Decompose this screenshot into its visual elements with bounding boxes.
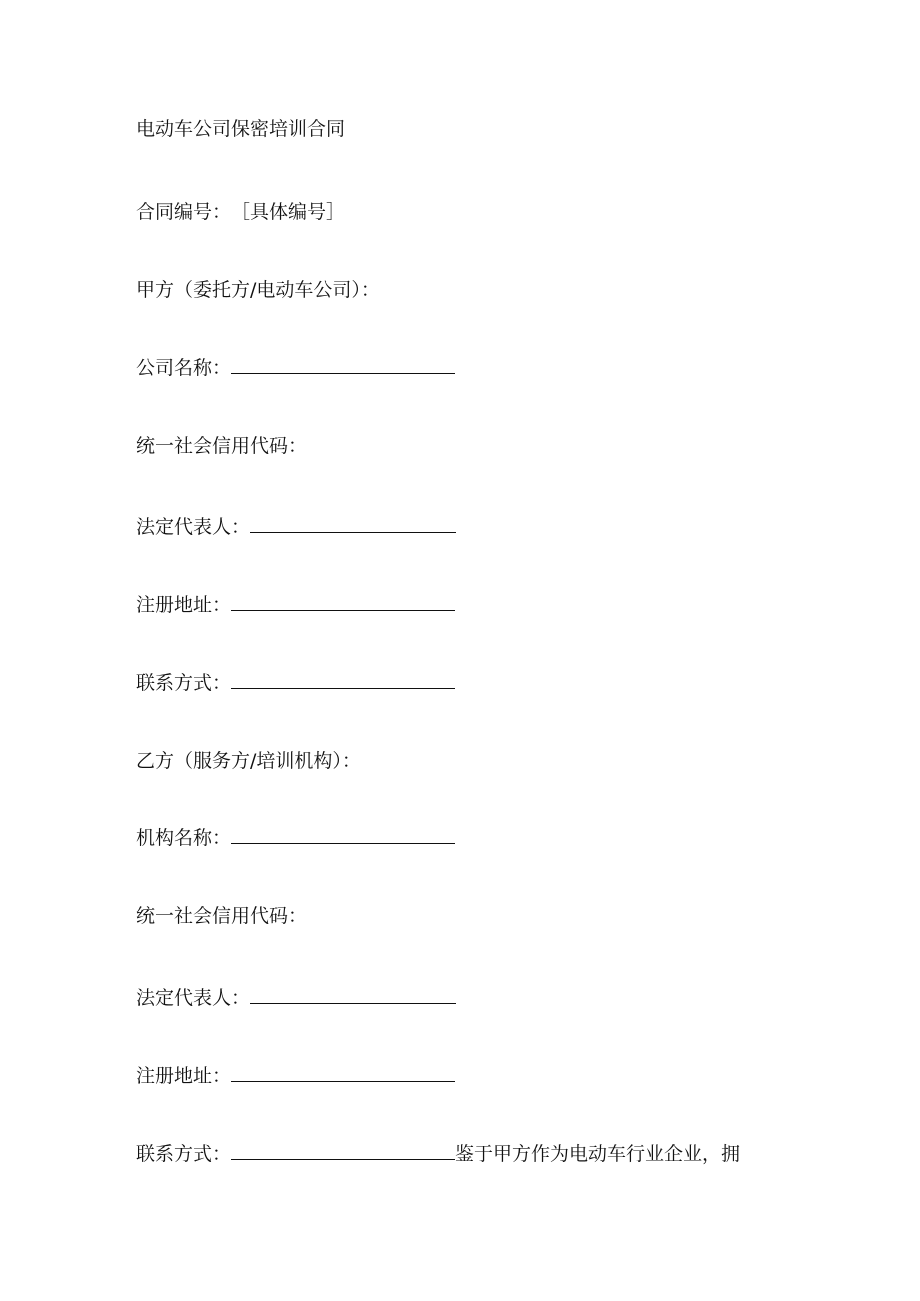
party-b-contact-label: 联系方式： [136, 1143, 232, 1165]
party-a-credit-code-row [136, 433, 307, 459]
party-a-heading [136, 277, 380, 303]
party-b-contact-blank[interactable] [231, 1141, 455, 1160]
party-b-org-name-label: 机构名称： [136, 827, 232, 849]
preamble-text: 鉴于甲方作为电动车行业企业，拥 [455, 1143, 741, 1165]
title-text: 电动车公司保密培训合同 [136, 118, 346, 140]
party-b-legal-rep-label: 法定代表人： [136, 987, 251, 1009]
party-b-heading [136, 748, 361, 774]
party-b-heading-text: 乙方（服务方/培训机构）： [136, 750, 361, 772]
party-b-address-row [136, 1063, 455, 1089]
party-b-contact-row [136, 1141, 740, 1167]
party-a-address-blank[interactable] [231, 592, 455, 611]
party-b-address-blank[interactable] [231, 1063, 455, 1082]
party-b-address-label: 注册地址： [136, 1065, 232, 1087]
party-a-legal-rep-row [136, 514, 456, 540]
party-a-contact-blank[interactable] [231, 670, 455, 689]
party-a-legal-rep-label: 法定代表人： [136, 516, 251, 538]
party-b-org-name-blank[interactable] [231, 825, 455, 844]
document-title [136, 116, 345, 142]
party-b-legal-rep-blank[interactable] [250, 985, 456, 1004]
party-a-company-name-label: 公司名称： [136, 357, 232, 379]
contract-number-value: ［具体编号］ [231, 201, 346, 223]
contract-number-row [136, 199, 345, 225]
party-a-address-row [136, 592, 455, 618]
party-a-contact-label: 联系方式： [136, 672, 232, 694]
party-a-company-name-row [136, 355, 455, 381]
party-a-legal-rep-blank[interactable] [250, 514, 456, 533]
party-b-legal-rep-row [136, 985, 456, 1011]
party-b-credit-code-row [136, 903, 307, 929]
party-a-address-label: 注册地址： [136, 594, 232, 616]
party-b-credit-code-label: 统一社会信用代码： [136, 905, 308, 927]
party-b-org-name-row [136, 825, 455, 851]
party-a-credit-code-label: 统一社会信用代码： [136, 435, 308, 457]
party-a-company-name-blank[interactable] [231, 355, 455, 374]
contract-number-label: 合同编号： [136, 201, 232, 223]
party-a-heading-text: 甲方（委托方/电动车公司）： [136, 279, 380, 301]
party-a-contact-row [136, 670, 455, 696]
